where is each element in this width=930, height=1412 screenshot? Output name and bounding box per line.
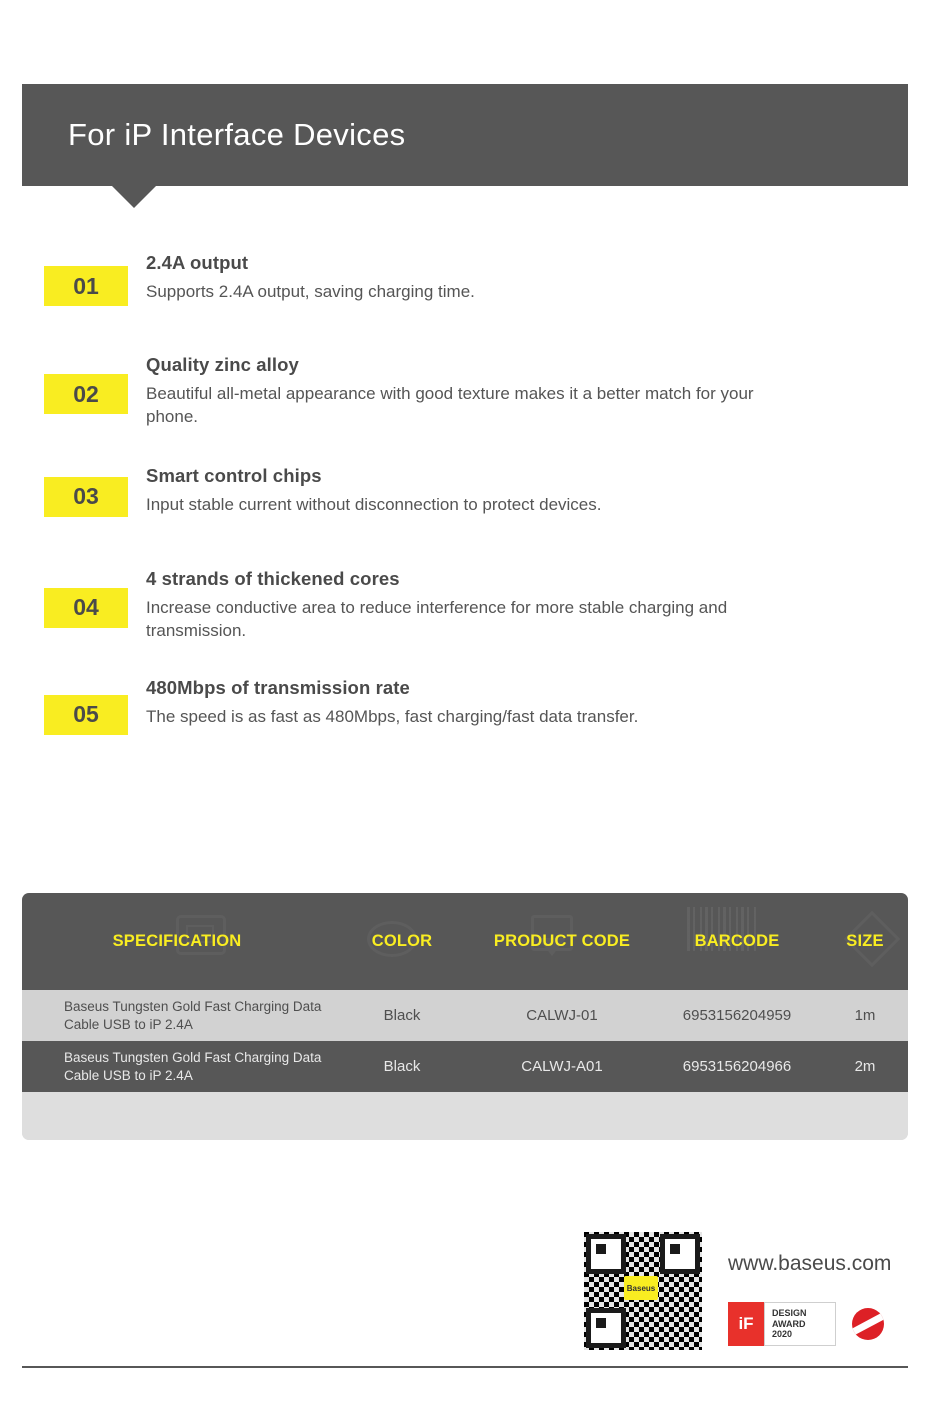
- page-title: For iP Interface Devices: [68, 117, 406, 152]
- cell-size: 1m: [854, 1007, 876, 1024]
- feature-number-badge: 05: [44, 695, 128, 735]
- column-header-color: COLOR: [371, 932, 433, 950]
- table-row: [22, 990, 908, 1041]
- feature-description: Supports 2.4A output, saving charging time.: [146, 282, 475, 301]
- qr-finder-bottom-left: [586, 1308, 626, 1348]
- feature-text: [128, 673, 638, 729]
- if-award-icon: iF: [728, 1302, 764, 1346]
- feature-title: Smart control chips: [146, 464, 322, 486]
- column-header-barcode: BARCODE: [694, 932, 780, 950]
- feature-title: 480Mbps of transmission rate: [146, 676, 410, 698]
- feature-description: The speed is as fast as 480Mbps, fast charging/fast data transfer.: [146, 706, 639, 726]
- feature-text: [128, 248, 475, 304]
- feature-number-badge: 04: [44, 588, 128, 628]
- feature-text: [128, 350, 766, 429]
- design-award-line2: AWARD: [772, 1318, 806, 1329]
- red-dot-award-icon: [846, 1302, 890, 1346]
- banner-bar: [22, 84, 908, 186]
- website-url: www.baseus.com: [728, 1252, 892, 1275]
- qr-finder-top-left: [586, 1234, 626, 1274]
- table-footer-spacer: [22, 1092, 908, 1140]
- feature-description: Input stable current without disconnection to protect devices.: [146, 494, 602, 514]
- feature-description: Increase conductive area to reduce interference for more stable charging and transmission.: [146, 597, 728, 640]
- column-header-product-code: PRODUCT CODE: [493, 932, 631, 950]
- cell-specification: Baseus Tungsten Gold Fast Charging Data Cable USB to iP 2.4A: [64, 1049, 322, 1083]
- feature-text: [128, 461, 601, 517]
- list-item: [44, 461, 904, 517]
- feature-title: 4 strands of thickened cores: [146, 567, 400, 589]
- column-header-specification: SPECIFICATION: [112, 932, 242, 950]
- design-award-line1: DESIGN: [772, 1308, 807, 1319]
- qr-finder-top-right: [660, 1234, 700, 1274]
- cell-barcode: 6953156204966: [682, 1058, 792, 1075]
- cell-color: Black: [383, 1058, 421, 1075]
- feature-list: [44, 248, 904, 772]
- spec-table: [22, 893, 908, 1140]
- qr-logo: Baseus: [624, 1276, 658, 1300]
- design-award-badge: [764, 1302, 836, 1346]
- feature-title: Quality zinc alloy: [146, 354, 299, 375]
- feature-number-badge: 03: [44, 477, 128, 517]
- award-badges: [728, 1302, 890, 1346]
- banner-arrow-icon: [112, 186, 156, 208]
- header-banner: [22, 84, 908, 186]
- feature-number-badge: 01: [44, 266, 128, 306]
- cell-specification: Baseus Tungsten Gold Fast Charging Data Cable USB to iP 2.4A: [64, 998, 322, 1032]
- list-item: [44, 350, 904, 429]
- feature-number-badge: 02: [44, 374, 128, 414]
- footer-divider: [22, 1366, 908, 1368]
- list-item: [44, 673, 904, 735]
- cell-color: Black: [383, 1007, 421, 1024]
- list-item: [44, 248, 904, 306]
- feature-title: 2.4A output: [146, 252, 249, 273]
- column-header-size: SIZE: [846, 932, 884, 950]
- design-award-line3: 2020: [772, 1329, 793, 1340]
- cell-product-code: CALWJ-A01: [521, 1058, 603, 1075]
- cell-size: 2m: [854, 1058, 876, 1075]
- table-row: [22, 1041, 908, 1092]
- cell-product-code: CALWJ-01: [526, 1007, 598, 1024]
- feature-text: [128, 564, 766, 643]
- qr-code-icon: [584, 1232, 702, 1350]
- list-item: [44, 564, 904, 643]
- table-header-row: [22, 893, 908, 990]
- feature-description: Beautiful all-metal appearance with good texture makes it a better match for your phone.: [146, 384, 754, 426]
- cell-barcode: 6953156204959: [682, 1007, 792, 1024]
